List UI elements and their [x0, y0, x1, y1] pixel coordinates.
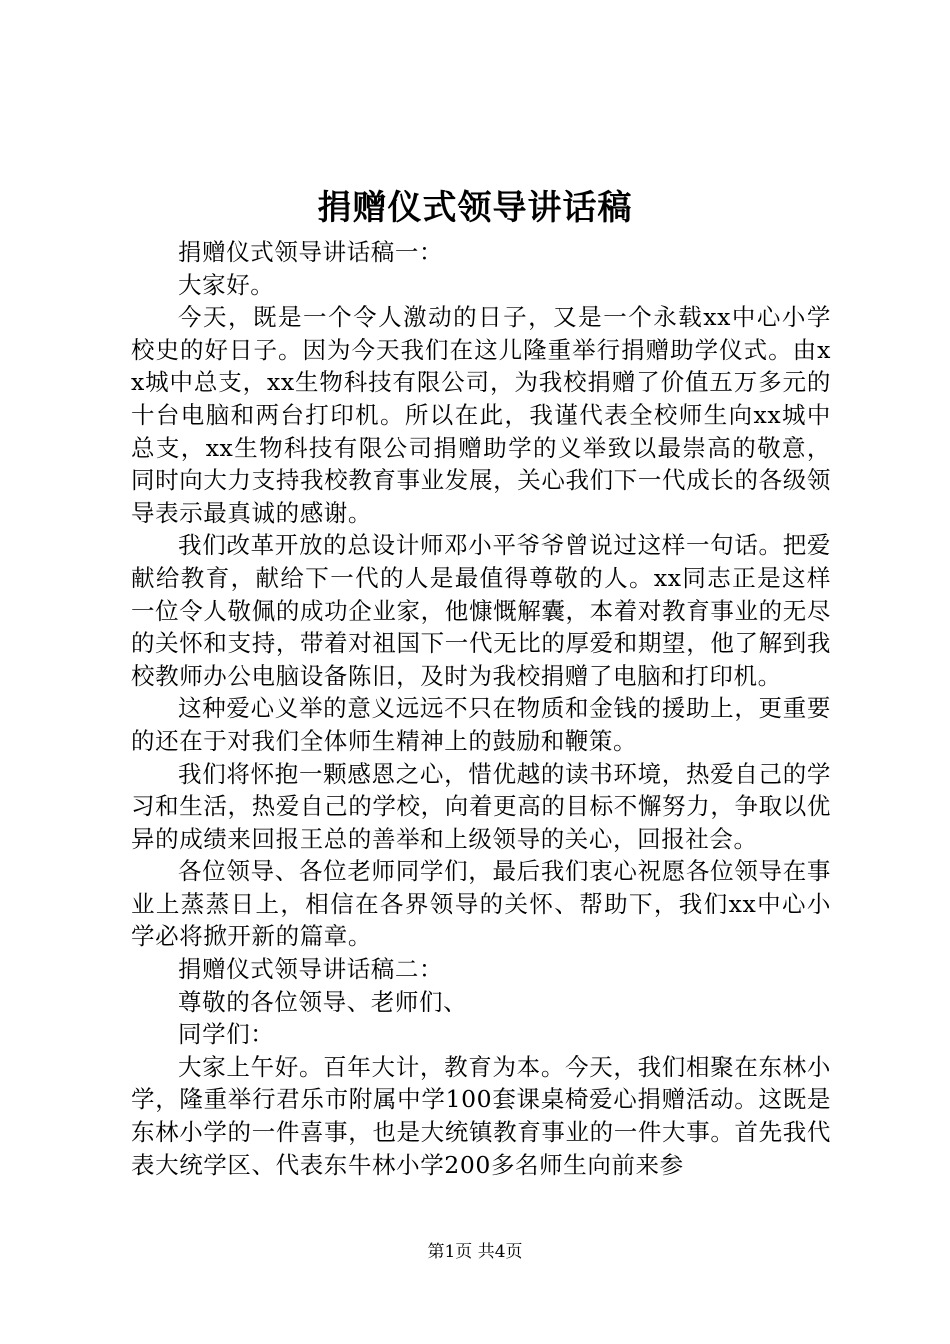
paragraph: 大家上午好。百年大计，教育为本。今天，我们相聚在东林小学，隆重举行君乐市附属中学100套课桌椅爱心捐赠活动。这既是东林小学的一件喜事，也是大统镇教育事业的一件大事。首先我代表大统学区、代表东牛林小学200多名师生向前来参 [131, 1052, 831, 1179]
paragraph: 尊敬的各位领导、老师们、 [178, 987, 468, 1016]
page-number-footer: 第1页 共4页 [427, 1242, 523, 1262]
paragraph: 我们将怀抱一颗感恩之心，惜优越的读书环境，热爱自己的学习和生活，热爱自己的学校，向着更高的目标不懈努力，争取以优异的成绩来回报王总的善举和上级领导的关心，回报社会。 [131, 759, 831, 853]
paragraph: 同学们： [178, 1020, 275, 1049]
paragraph: 捐赠仪式领导讲话稿一： [178, 238, 444, 266]
paragraph: 捐赠仪式领导讲话稿二： [178, 955, 444, 984]
paragraph: 今天，既是一个令人激动的日子，又是一个永载xx中心小学校史的好日子。因为今天我们在这儿隆重举行捐赠助学仪式。由xx城中总支，xx生物科技有限公司，为我校捐赠了价值五万多元的十台电脑和两台打印机。所以在此，我谨代表全校师生向xx城中总支，xx生物科技有限公司捐赠助学的义举致以最崇高的敬意，同时向大力支持我校教育事业发展，关心我们下一代成长的各级领导表示最真诚的感谢。 [131, 303, 831, 527]
document-title: 捐赠仪式领导讲话稿 [317, 188, 633, 228]
document-body [131, 236, 831, 1181]
paragraph: 大家好。 [178, 270, 275, 299]
paragraph: 各位领导、各位老师同学们，最后我们衷心祝愿各位领导在事业上蒸蒸日上，相信在各界领导的关怀、帮助下，我们xx中心小学必将掀开新的篇章。 [131, 857, 831, 951]
paragraph: 我们改革开放的总设计师邓小平爷爷曾说过这样一句话。把爱献给教育，献给下一代的人是最值得尊敬的人。xx同志正是这样一位令人敬佩的成功企业家，他慷慨解囊，本着对教育事业的无尽的关怀和支持，带着对祖国下一代无比的厚爱和期望，他了解到我校教师办公电脑设备陈旧，及时为我校捐赠了电脑和打印机。 [131, 531, 831, 690]
paragraph: 这种爱心义举的意义远远不只在物质和金钱的援助上，更重要的还在于对我们全体师生精神上的鼓励和鞭策。 [131, 694, 831, 755]
